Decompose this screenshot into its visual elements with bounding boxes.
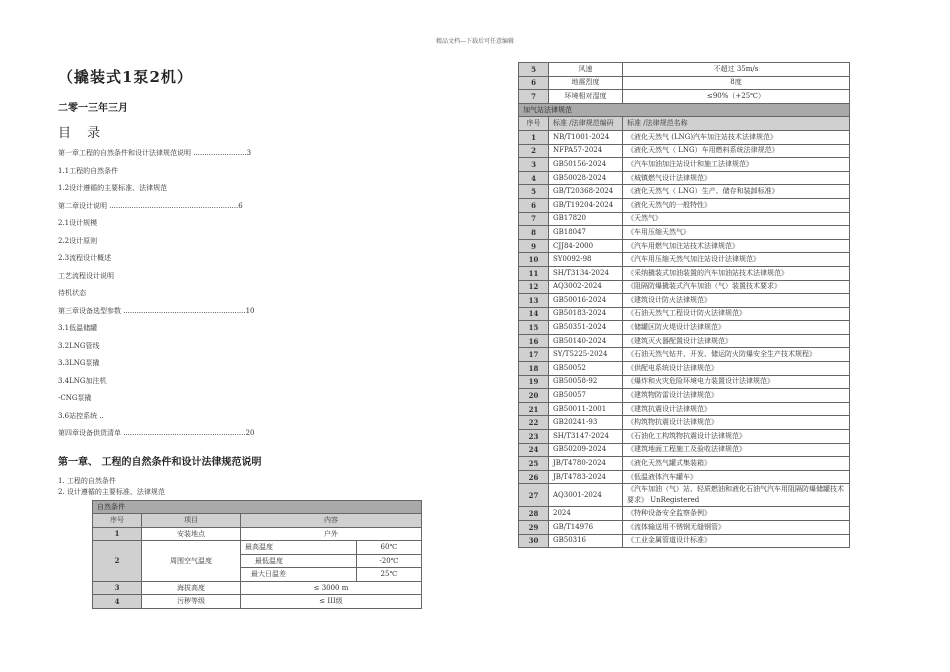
row-number: 17 [519,348,549,362]
table-cell: 8度 [623,76,850,90]
table-cell: GB50351-2024 [549,321,623,335]
row-number: 24 [519,443,549,457]
table-row [519,348,850,362]
row-number: 19 [519,375,549,389]
document-title: （撬装式1泵2机） [58,68,193,86]
table-row [519,239,850,253]
table-cell: 《特种设备安全监察条例》 [623,507,850,521]
table-cell: 《汽车加油（气）站、轻质燃油和液化石油气汽车用阻隔防爆储罐技术要求》 UnRegistered [623,484,850,507]
table-row [519,76,850,90]
toc-entry: 2.2设计原则 [58,236,98,245]
table-cell: 60℃ [356,541,421,555]
row-number: 18 [519,362,549,376]
row-number: 30 [519,534,549,548]
document-date: 二零一三年三月 [58,103,128,114]
toc-entry: 第三章设备选型参数 .......................................................10 [58,306,255,315]
toc-entry: 2.1设计规模 [58,219,98,227]
toc-entry: 第二章设计说明 ..........................................................6 [58,201,243,210]
table-cell: SY/T5225-2024 [549,348,623,362]
table-cell: 《采纳撬装式加油装置的汽车加油站技术法律规范》 [623,266,850,280]
table-row [519,430,850,444]
table-cell: 《建筑地面工程施工及验收法律规范》 [623,443,850,457]
table-cell: 风速 [549,63,623,77]
row-number: 25 [519,457,549,471]
table-cell: 《低温液体汽车罐车》 [623,470,850,484]
table-cell: GB/T20368-2024 [549,185,623,199]
table-cell: 《车用压缩天然气》 [623,226,850,240]
table-cell: 《汽车用压缩天然气加注站设计法律规范》 [623,253,850,267]
table-row [519,521,850,535]
row-number: 4 [93,595,142,609]
row-number: 3 [519,158,549,172]
row-number: 27 [519,484,549,507]
toc-entry: 1.2设计遵循的主要标准、法律规范 [58,184,168,192]
table-cell: GB50052 [549,362,623,376]
table-cell: 《构筑物抗震设计法律规范》 [623,416,850,430]
row-number: 3 [93,581,142,595]
table-row [519,534,850,548]
header-cell: 序号 [519,117,549,131]
table-cell: GB50156-2024 [549,158,623,172]
table-row [519,144,850,158]
table-cell: GB50209-2024 [549,443,623,457]
row-number: 15 [519,321,549,335]
table-cell: ≤ III级 [241,595,422,609]
table-cell: 污秽等级 [142,595,241,609]
table-cell: -20℃ [356,554,421,568]
table-row [519,470,850,484]
table-row [519,185,850,199]
table-cell: 《建筑物防雷设计法律规范》 [623,389,850,403]
row-number: 12 [519,280,549,294]
chapter-1-item: 2. 设计遵循的主要标准、法律规范 [58,487,165,496]
toc-entry: 第四章设备供货清单 .......................................................20 [58,429,255,437]
table-cell: GB50140-2024 [549,334,623,348]
table-cell: 《工业金属管道设计标准》 [623,534,850,548]
table-cell: 2024 [549,507,623,521]
table-cell: 最大日温差 [241,568,357,582]
table-row [519,321,850,335]
table-cell: 《液化天然气 (LNG)汽车加注站技术法律规范》 [623,130,850,144]
table-cell: 《建筑设计防火法律规范》 [623,294,850,308]
row-number: 20 [519,389,549,403]
table-row [519,389,850,403]
table-row [519,294,850,308]
header-cell: 标准 /法律规范编码 [549,117,623,131]
table-cell: 25℃ [356,568,421,582]
table-cell: 最低温度 [241,554,357,568]
row-number: 8 [519,226,549,240]
toc-entry: 3.2LNG管线 [58,341,100,350]
table-cell: 《流体输送用不锈钢无缝钢管》 [623,521,850,535]
table-cell: 环境相对湿度 [549,90,623,104]
table-cell: JB/T4783-2024 [549,470,623,484]
row-number: 26 [519,470,549,484]
table-cell: 《建筑抗震设计法律规范》 [623,402,850,416]
table-cell: GB50057 [549,389,623,403]
row-number: 7 [519,90,549,104]
table-row [519,280,850,294]
table-cell: 地震烈度 [549,76,623,90]
toc-entry: 第一章工程的自然条件和设计法律规范说明 ........................3 [58,149,252,157]
table-cell: GB50316 [549,534,623,548]
nature-conditions-table [92,500,422,609]
table-cell: GB/T14976 [549,521,623,535]
toc-entry: 3.3LNG泵撬 [58,359,100,367]
toc-entry: 待机状态 [58,289,86,297]
table-cell: NB/T1001-2024 [549,130,623,144]
table-row [519,103,850,117]
table-cell: 《汽车用燃气加注站技术法律规范》 [623,239,850,253]
table-row [519,130,850,144]
table-cell: GB/T19204-2024 [549,198,623,212]
row-number: 5 [519,63,549,77]
table-cell: GB20241-93 [549,416,623,430]
table-cell: 《石油天然气工程设计防火法律规范》 [623,307,850,321]
row-number: 6 [519,198,549,212]
toc-entry: 3.6站控系统 .. [58,411,104,420]
row-number: 9 [519,239,549,253]
table-row [519,198,850,212]
table-row [519,443,850,457]
chapter-1-title: 第一章、 工程的自然条件和设计法律规范说明 [58,456,262,468]
table-cell: ≤ 3000 m [241,581,422,595]
table-cell: 《储罐区防火堤设计法律规范》 [623,321,850,335]
row-number: 16 [519,334,549,348]
table-cell: GB50011-2001 [549,402,623,416]
table-cell: SY0092-98 [549,253,623,267]
table-cell: JB/T4780-2024 [549,457,623,471]
row-number: 6 [519,76,549,90]
table-row [519,507,850,521]
table-cell: 海拔高度 [142,581,241,595]
table-row [519,212,850,226]
toc-heading: 目 录 [58,126,107,141]
table-cell: SH/T3134-2024 [549,266,623,280]
table-cell: 户外 [241,527,422,541]
right-column [518,62,850,548]
row-number: 4 [519,171,549,185]
table-row [519,362,850,376]
table-cell: 《城镇燃气设计法律规范》 [623,171,850,185]
row-number: 10 [519,253,549,267]
toc-entry: 工艺流程设计说明 [58,271,114,280]
table-cell: 周围空气温度 [142,541,241,582]
row-number: 14 [519,307,549,321]
row-number: 5 [519,185,549,199]
table-cell: 《爆炸和火灾危险环境电力装置设计法律规范》 [623,375,850,389]
table-cell: GB50028-2024 [549,171,623,185]
table-row [519,484,850,507]
table-row [519,402,850,416]
table-row [519,253,850,267]
table-cell: 安装地点 [142,527,241,541]
toc-entry: -CNG泵撬 [58,394,92,402]
toc-entry: 3.1低温储罐 [58,324,98,332]
row-number: 29 [519,521,549,535]
table-cell: 最高温度 [241,541,357,555]
left-column [58,66,458,609]
table-cell: 不超过 35m/s [623,63,850,77]
table-row [519,266,850,280]
row-number: 1 [519,130,549,144]
table-section-label: 加气站法律规范 [519,103,850,117]
header-cell: 序号 [93,514,142,528]
table-row [519,416,850,430]
table-row [519,90,850,104]
table-row [519,171,850,185]
table-row [519,117,850,131]
table-section-label: 自然条件 [93,500,422,514]
row-number: 7 [519,212,549,226]
row-number: 1 [93,527,142,541]
toc-entry: 1.1工程的自然条件 [58,166,119,175]
table-row [519,307,850,321]
table-cell: 《石油天然气钻井、开发、储运防火防爆安全生产技术规程》 [623,348,850,362]
table-cell: 《供配电系统设计法律规范》 [623,362,850,376]
table-row [519,158,850,172]
row-number: 28 [519,507,549,521]
table-cell: GB17820 [549,212,623,226]
table-cell: 《阻隔防爆撬装式汽车加油（气）装置技术要求》 [623,280,850,294]
table-cell: AQ3001-2024 [549,484,623,507]
table-cell: 《石油化工构筑物抗震设计法律规范》 [623,430,850,444]
table-cell: SH/T3147-2024 [549,430,623,444]
page-header: 精品文档---下载后可任意编辑 [435,38,515,45]
table-cell: 《液化天然气（ LNG）生产、储存和装卸标准》 [623,185,850,199]
table-cell: CJJ84-2000 [549,239,623,253]
row-number: 11 [519,266,549,280]
table-row [519,457,850,471]
header-cell: 项目 [142,514,241,528]
standards-table [518,62,850,548]
table-cell: 《天然气》 [623,212,850,226]
table-cell: NFPA57-2024 [549,144,623,158]
table-cell: 《液化天然气的一般特性》 [623,198,850,212]
table-cell: GB50058-92 [549,375,623,389]
header-cell: 内容 [241,514,422,528]
header-cell: 标准 /法律规范名称 [623,117,850,131]
table-row [519,63,850,77]
table-cell: 《液化天然气（ LNG）车用燃料系统法律规范》 [623,144,850,158]
table-cell: GB18047 [549,226,623,240]
toc-entry: 2.3流程设计概述 [58,254,112,262]
chapter-1-item: 1. 工程的自然条件 [58,476,116,485]
row-number: 22 [519,416,549,430]
table-row [519,334,850,348]
row-number: 23 [519,430,549,444]
toc-entry: 3.4LNG加注机 [58,376,107,385]
table-cell: GB50183-2024 [549,307,623,321]
row-number: 2 [519,144,549,158]
table-cell: 《汽车加油加注站设计和施工法律规范》 [623,158,850,172]
row-number: 21 [519,402,549,416]
table-cell: GB50016-2024 [549,294,623,308]
table-cell: ≤90%（+25℃） [623,90,850,104]
table-row [519,375,850,389]
table-row [519,226,850,240]
table-cell: 《建筑灭火器配置设计法律规范》 [623,334,850,348]
row-number: 13 [519,294,549,308]
table-of-contents [58,145,458,443]
table-cell: AQ3002-2024 [549,280,623,294]
table-cell: 《液化天然气罐式集装箱》 [623,457,850,471]
row-number: 2 [93,541,142,582]
